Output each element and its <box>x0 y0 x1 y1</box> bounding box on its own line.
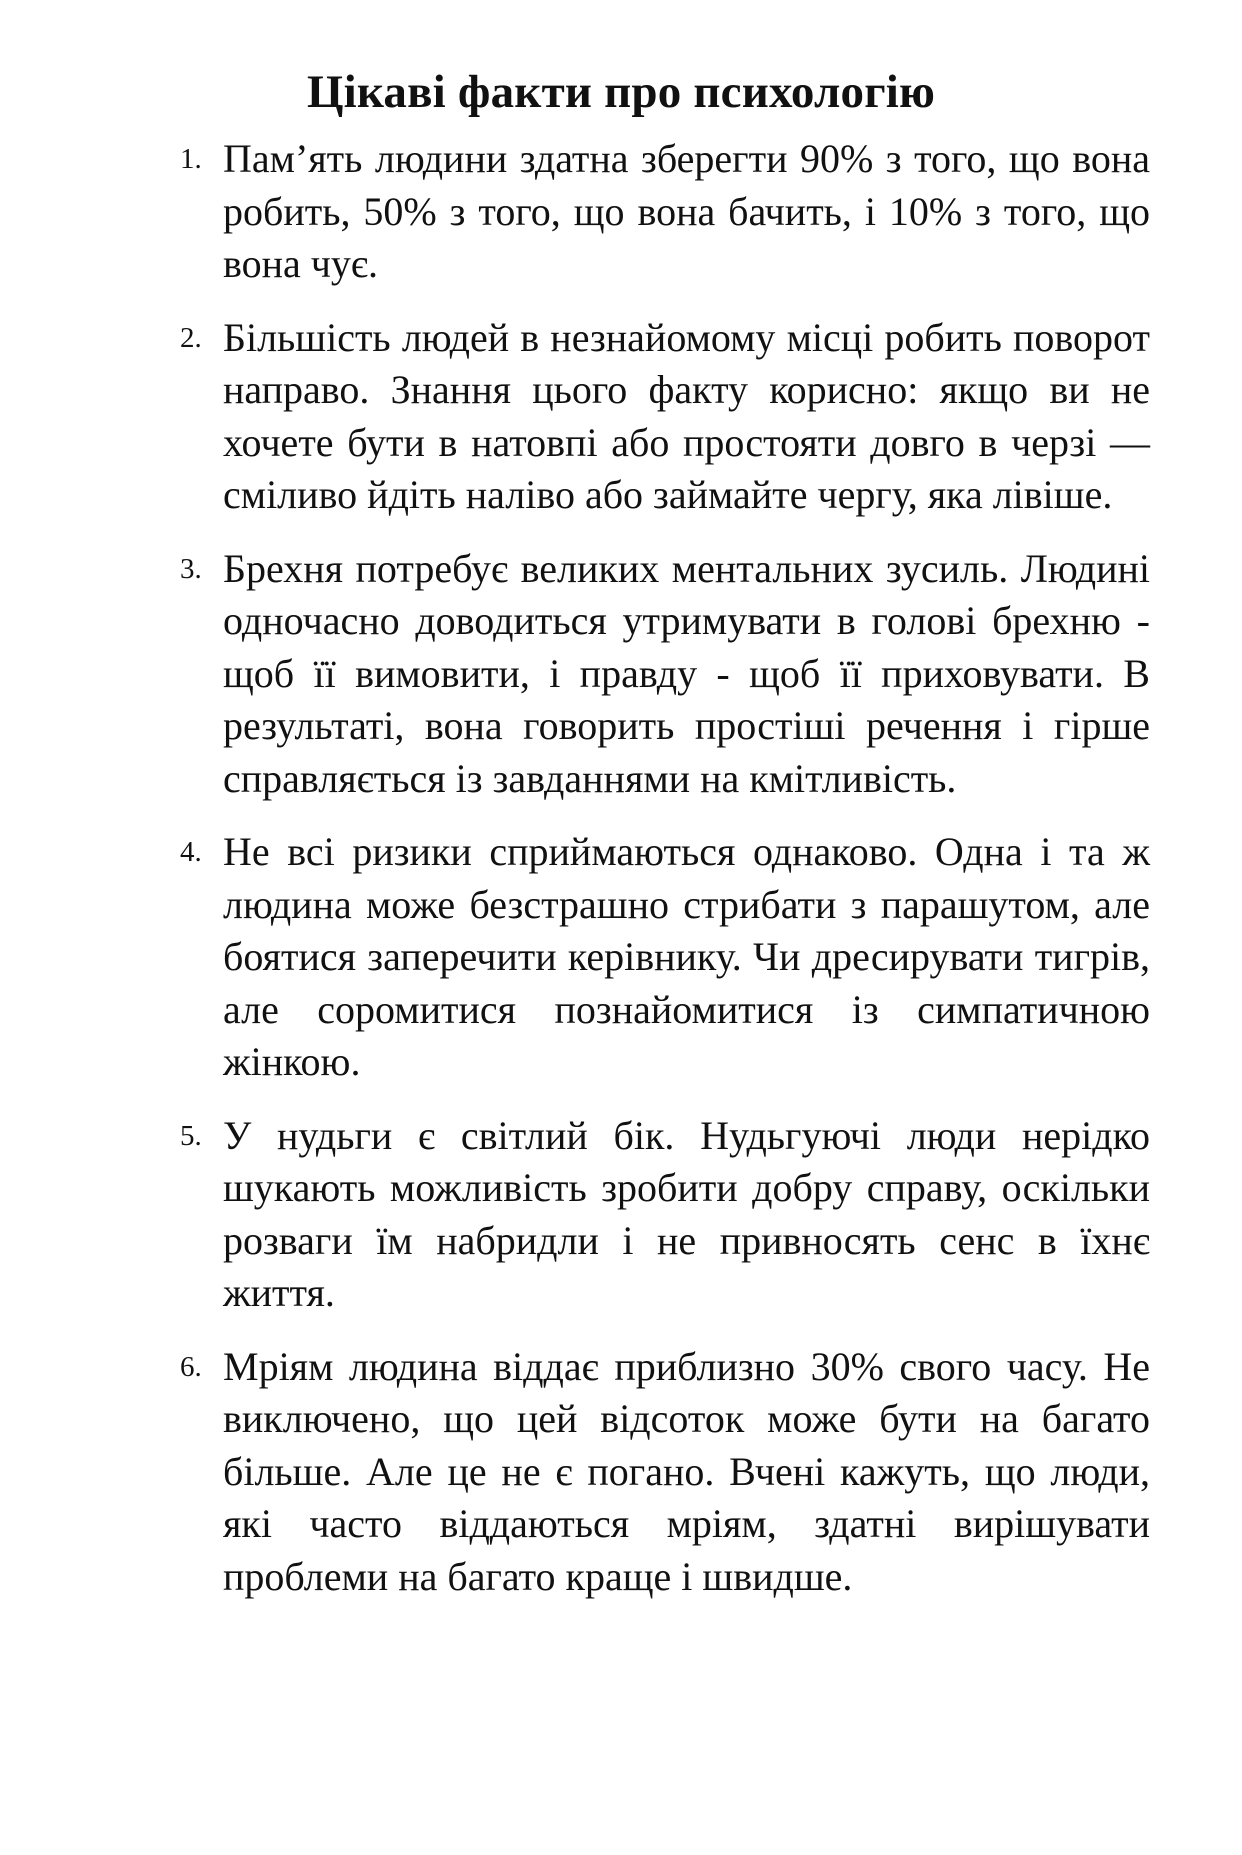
list-item <box>180 826 1150 1089</box>
list-item-number: 6. <box>180 1350 202 1383</box>
list-item <box>180 312 1150 522</box>
list-item <box>180 133 1150 291</box>
list-item <box>180 1341 1150 1604</box>
list-item-text: Не всі ризики сприймаються однаково. Одна і та ж людина може безстрашно стрибати з парашутом, але боятися заперечити керівнику. Чи дресирувати тигрів, але соромитися познайомитися із симпатичною жінкою. <box>223 829 1150 1084</box>
list-item-number: 2. <box>180 321 202 354</box>
list-item-text: Більшість людей в незнайомому місці робить поворот направо. Знання цього факту корисно: якщо ви не хочете бути в натовпі або простояти довго в черзі — сміливо йдіть наліво або займайте чергу, яка лівіше. <box>223 314 1150 517</box>
list-item-number: 5. <box>180 1119 202 1152</box>
page-title: Цікаві факти про психологію <box>306 66 936 118</box>
list-item-text: У нудьги є світлий бік. Нудьгуючі люди нерідко шукають можливість зробити добру справу, оскільки розваги їм набридли і не привносять сенс в їхнє життя. <box>223 1112 1150 1315</box>
list-item <box>180 543 1150 806</box>
facts-list <box>180 133 1150 1624</box>
list-item-number: 4. <box>180 836 202 868</box>
list-item-text: Мріям людина віддає приблизно 30% свого часу. Не виключено, що цей відсоток може бути на багато більше. Але це не є погано. Вчені кажуть, що люди, які часто віддаються мріям, здатні вирішувати проблеми на багато краще і швидше. <box>223 1343 1150 1599</box>
list-item <box>180 1110 1150 1320</box>
list-item-text: Брехня потребує великих ментальних зусиль. Людині одночасно доводиться утримувати в голові брехню - щоб її вимовити, і правду - щоб її приховувати. В результаті, вона говорить простіші речення і гірше справляється із завданнями на кмітливість. <box>223 545 1150 801</box>
list-item-text: Пам’ять людини здатна зберегти 90% з того, що вона робить, 50% з того, що вона бачить, і 10% з того, що вона чує. <box>223 136 1150 286</box>
list-item-number: 1. <box>180 143 202 175</box>
list-item-number: 3. <box>180 552 202 585</box>
